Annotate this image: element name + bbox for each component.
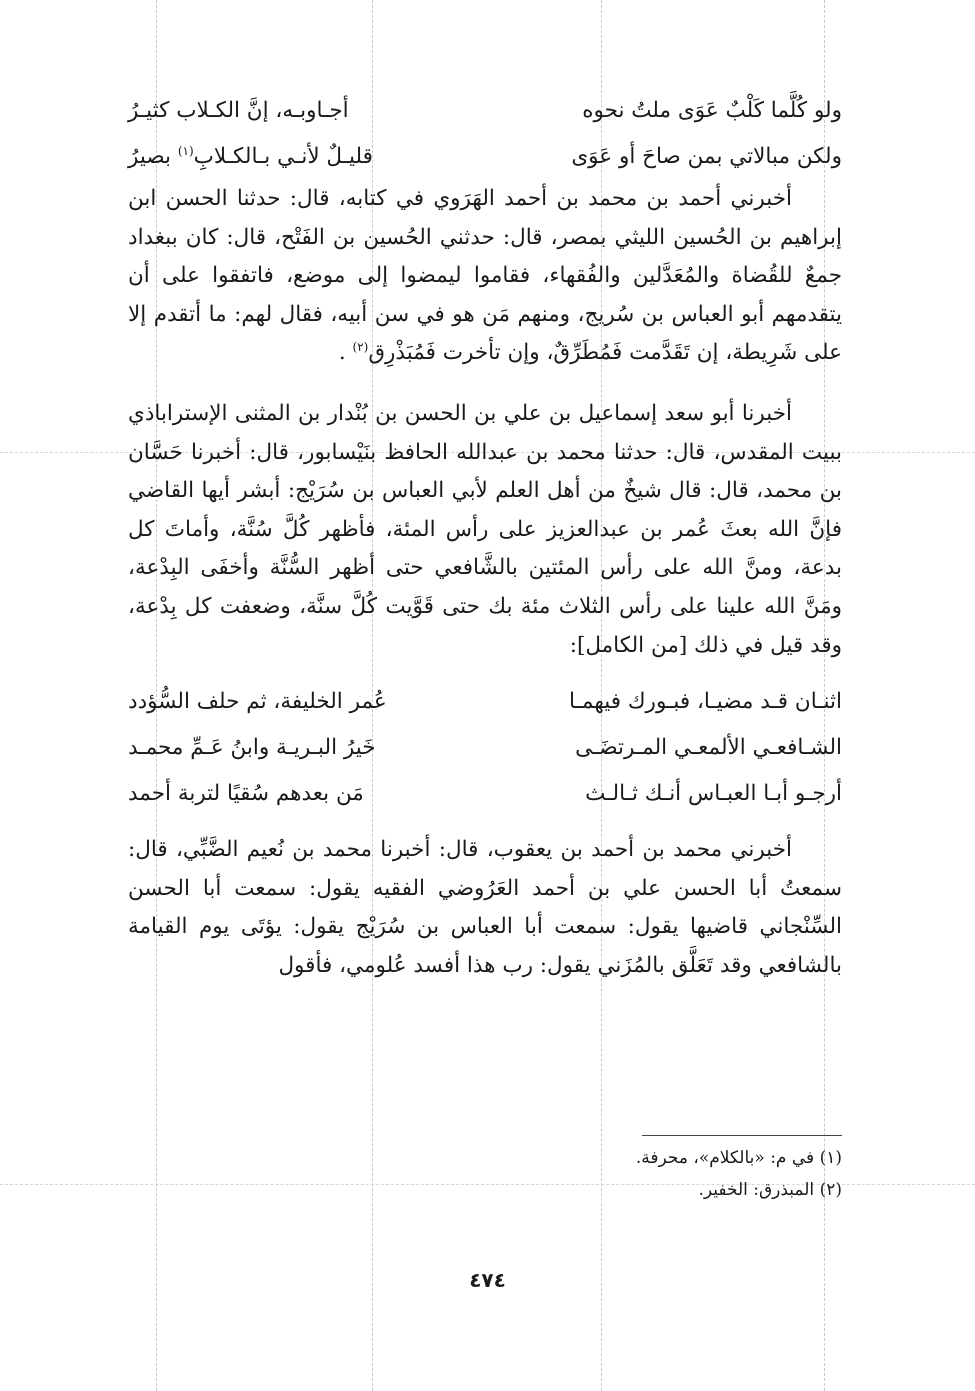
verse-first-hemistich: اثنـان قـد مضيـا، فبـورك فيهمـا	[569, 688, 842, 714]
paragraph-text: .	[338, 340, 353, 366]
poem-verse	[128, 679, 842, 725]
footnote-number: (٢)	[819, 1180, 842, 1200]
footnote-ref: (٢)	[352, 340, 369, 355]
paragraph-text: أخبرني أحمد بن محمد بن أحمد الهَرَوي في كتابه، قال: حدثنا الحسن ابن إبراهيم بن الحُسين الليثي بمصر، قال: حدثني الحُسين بن الفَتْح، قال: كان ببغداد جمعٌ للقُضاة والمُعَدَّلين والفُقهاء، فقاموا ليمضوا إلى موضع، فاتفقوا على أن يتقدمهم أبو العباس بن سُريج، ومنهم مَن هو في سن أبيه، فقال لهم: ما أتقدم إلا على شَرِيطة، إن تَقَدَّمت فَمُطَرِّقٌ، وإن تأخرت فَمُبَذْرِق	[128, 186, 842, 366]
footnote-text: في م: «بالكلام»، محرفة.	[635, 1148, 815, 1168]
poem-verse	[128, 725, 842, 771]
verse-first-hemistich: ولو كُلَّما كَلْبٌ عَوَى ملتُ نحوه	[582, 97, 842, 123]
footnote	[128, 1142, 842, 1174]
paragraph	[128, 180, 842, 373]
verse-first-hemistich: أرجـو أبـا العبـاس أنـك ثـالـث	[585, 780, 842, 806]
verse-second-hemistich	[128, 138, 373, 177]
verse-second-hemistich: مَن بعدهم سُقيًا لتربة أحمد	[128, 780, 364, 806]
main-text	[128, 88, 842, 986]
verse-second-hemistich: أجـاوبـه، إنَّ الكـلاب كثيـرُ	[128, 97, 349, 123]
page-number: ٤٧٤	[469, 1268, 506, 1292]
footnotes	[128, 1135, 842, 1206]
verse-first-hemistich: الشـافعـي الألمعـي المـرتضَـى	[575, 734, 842, 760]
footnote-text: المبذرق: الخفير.	[698, 1180, 815, 1200]
paragraph: أخبرني محمد بن أحمد بن يعقوب، قال: أخبرنا محمد بن نُعيم الضَّبِّي، قال: سمعتُ أبا الحسن علي بن أحمد العَرُوضي الفقيه يقول: سمعت أبا الحسن السِّنْجاني قاضيها يقول: سمعت أبا العباس بن سُرَيْج يقول: يؤتَى يوم القيامة بالشافعي وقد تَعَلَّق بالمُزَني يقول: رب هذا أفسد عُلومي، فأقول	[128, 837, 842, 978]
paragraph: أخبرنا أبو سعد إسماعيل بن علي بن الحسن بن بُنْدار بن المثنى الإستراباذي ببيت المقدس، قال: حدثنا محمد بن عبدالله الحافظ بنَيْسابور، قال: أخبرنا حَسَّان بن محمد، قال: قال شيخٌ من أهل العلم لأبي العباس بن سُرَيْج: أبشر أيها القاضي فإنَّ الله بعثَ عُمر بن عبدالعزيز على رأس المئة، فأظهر كُلَّ سُنَّة، وأماتَ كل بدعة، ومنَّ الله على رأس المئتين بالشَّافعي حتى أظهر السُّنَّة وأخفَى البِدْعة، ومَنَّ الله علينا على رأس الثلاث مئة بك حتى قَوَّيت كُلَّ سنَّة، وضعفت كل بِدْعة، وقد قيل في ذلك [من الكامل]:	[128, 400, 842, 658]
poem-verse	[128, 771, 842, 817]
footnote	[128, 1174, 842, 1206]
verse-second-hemistich: خَيرُ البـريـة وابنُ عَـمِّ محمـد	[128, 734, 376, 760]
verse-second-hemistich: عُمر الخليفة، ثم حلف السُّؤدد	[128, 688, 387, 714]
footnote-number: (١)	[819, 1148, 842, 1168]
verse-text: بصيرُ	[128, 143, 178, 169]
footnote-ref: (١)	[177, 143, 194, 158]
verse-text: قليـلٌ لأنـي بـالكـلابِ	[193, 143, 373, 169]
footnote-separator	[642, 1135, 842, 1136]
poem-verse	[128, 88, 842, 134]
poem-verse	[128, 134, 842, 180]
verse-first-hemistich: ولكن مبالاتي بمن صاحَ أو عَوَى	[571, 143, 842, 169]
